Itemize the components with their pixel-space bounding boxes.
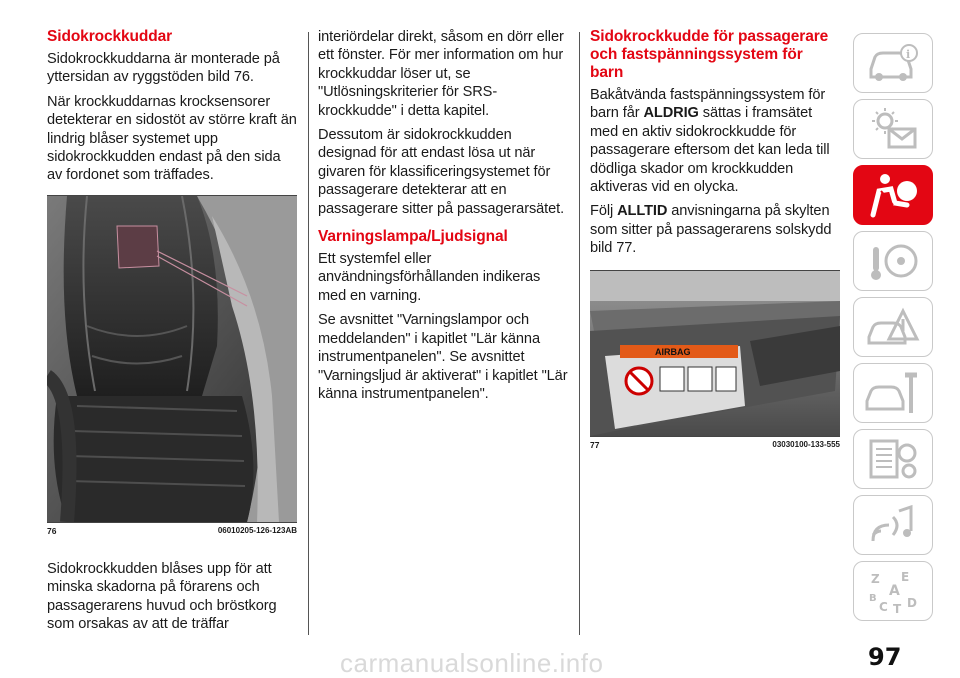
tab-starting-driving[interactable]	[853, 231, 933, 291]
column-2	[318, 28, 568, 409]
svg-text:A: A	[889, 583, 900, 599]
airbag-label-text: AIRBAG	[655, 346, 691, 357]
tab-index[interactable]	[853, 561, 933, 621]
tab-car-info[interactable]	[853, 33, 933, 93]
tab-maintenance[interactable]	[853, 363, 933, 423]
paragraph: interiördelar direkt, såsom en dörr eller ett fönster. För mer information om hur krockkuddar löser ut, se "Utlösningskriterier för SRS-krockkudde" i detta kapitel.	[318, 29, 564, 119]
paragraph: Bakåtvända fastspänningssystem för barn får ALDRIG sättas i framsätet med en aktiv sidokrockkudde för passagerare eftersom det kan leda till dödliga skador om krockkudden aktiveras vid en olycka.	[590, 87, 830, 196]
emphasis-always: ALLTID	[617, 203, 668, 220]
paragraph: Sidokrockkudden blåses upp för att minska skadorna på förarens och passagerarens huvud och bröstkorg som orsakas av att de träffar	[47, 560, 277, 633]
svg-text:T: T	[893, 602, 902, 615]
column-3	[590, 28, 840, 450]
svg-text:E: E	[901, 570, 910, 584]
figure-77	[590, 270, 840, 450]
page-number: 97	[868, 643, 902, 671]
starting-driving-icon	[863, 237, 923, 285]
paragraph: När krockkuddarnas krocksensorer detekterar en sidostöt av större kraft än lindrig blåser systemet upp sidokrockkudden endast på den sida av fordonet som träffades.	[47, 93, 297, 184]
column-divider	[579, 32, 580, 635]
maintenance-icon	[863, 369, 923, 417]
figure-number: 77	[590, 439, 600, 450]
paragraph: Dessutom är sidokrockkudden designad för att endast lösa ut när givaren för klassificeringsystemet för passagerare detekterar att en passagerare sitter på passagerarsätet.	[318, 127, 565, 217]
multimedia-icon	[863, 501, 923, 549]
figure-code: 06010205-126-123AB	[217, 525, 297, 535]
technical-data-icon	[863, 435, 923, 483]
tab-technical-data[interactable]	[853, 429, 933, 489]
chapter-tabs	[853, 33, 933, 627]
column-1	[47, 28, 297, 639]
watermark: carmanualsonline.info	[340, 648, 604, 678]
svg-text:i: i	[906, 48, 911, 61]
figure-number: 76	[47, 525, 57, 536]
tab-emergency[interactable]	[853, 297, 933, 357]
warning-lights-icon	[863, 105, 923, 153]
sun-visor-photo	[590, 271, 840, 436]
figure-caption	[590, 436, 840, 450]
paragraph: Följ ALLTID anvisningarna på skylten som sitter på passagerarens solskydd bild 77.	[590, 203, 832, 257]
seat-photo	[47, 196, 297, 522]
safety-airbag-icon	[863, 171, 923, 219]
section-heading-warning-light: Varningslampa/Ljudsignal	[318, 228, 508, 246]
paragraph: Ett systemfel eller användningsförhållanden indikeras med en varning.	[318, 251, 541, 304]
paragraph: Se avsnittet "Varningslampor och meddelanden" i kapitlet "Lär känna instrumentpanelen". Se avsnittet "Varningsljud är aktiverat" i kapitlet "Lär känna instrumentpanelen".	[318, 312, 568, 402]
section-heading-side-airbags: Sidokrockkuddar	[47, 28, 173, 45]
car-info-icon	[863, 39, 923, 87]
paragraph: Sidokrockkuddarna är monterade på yttersidan av ryggstöden bild 76.	[47, 51, 280, 86]
tab-warning-lights[interactable]	[853, 99, 933, 159]
tab-safety[interactable]	[853, 165, 933, 225]
svg-text:D: D	[907, 596, 917, 610]
column-divider	[308, 32, 309, 635]
figure-76	[47, 195, 297, 536]
figure-code: 03030100-133-555	[772, 439, 840, 449]
svg-text:Z: Z	[871, 572, 880, 586]
section-heading-passenger-airbag: Sidokrockkudde för passagerare och fastspänningssystem för barn	[590, 28, 829, 81]
figure-caption	[47, 522, 297, 536]
tab-multimedia[interactable]	[853, 495, 933, 555]
svg-text:B: B	[869, 593, 877, 604]
index-icon	[863, 567, 923, 615]
svg-text:C: C	[879, 600, 888, 614]
emergency-icon	[863, 303, 923, 351]
emphasis-never: ALDRIG	[643, 105, 699, 122]
